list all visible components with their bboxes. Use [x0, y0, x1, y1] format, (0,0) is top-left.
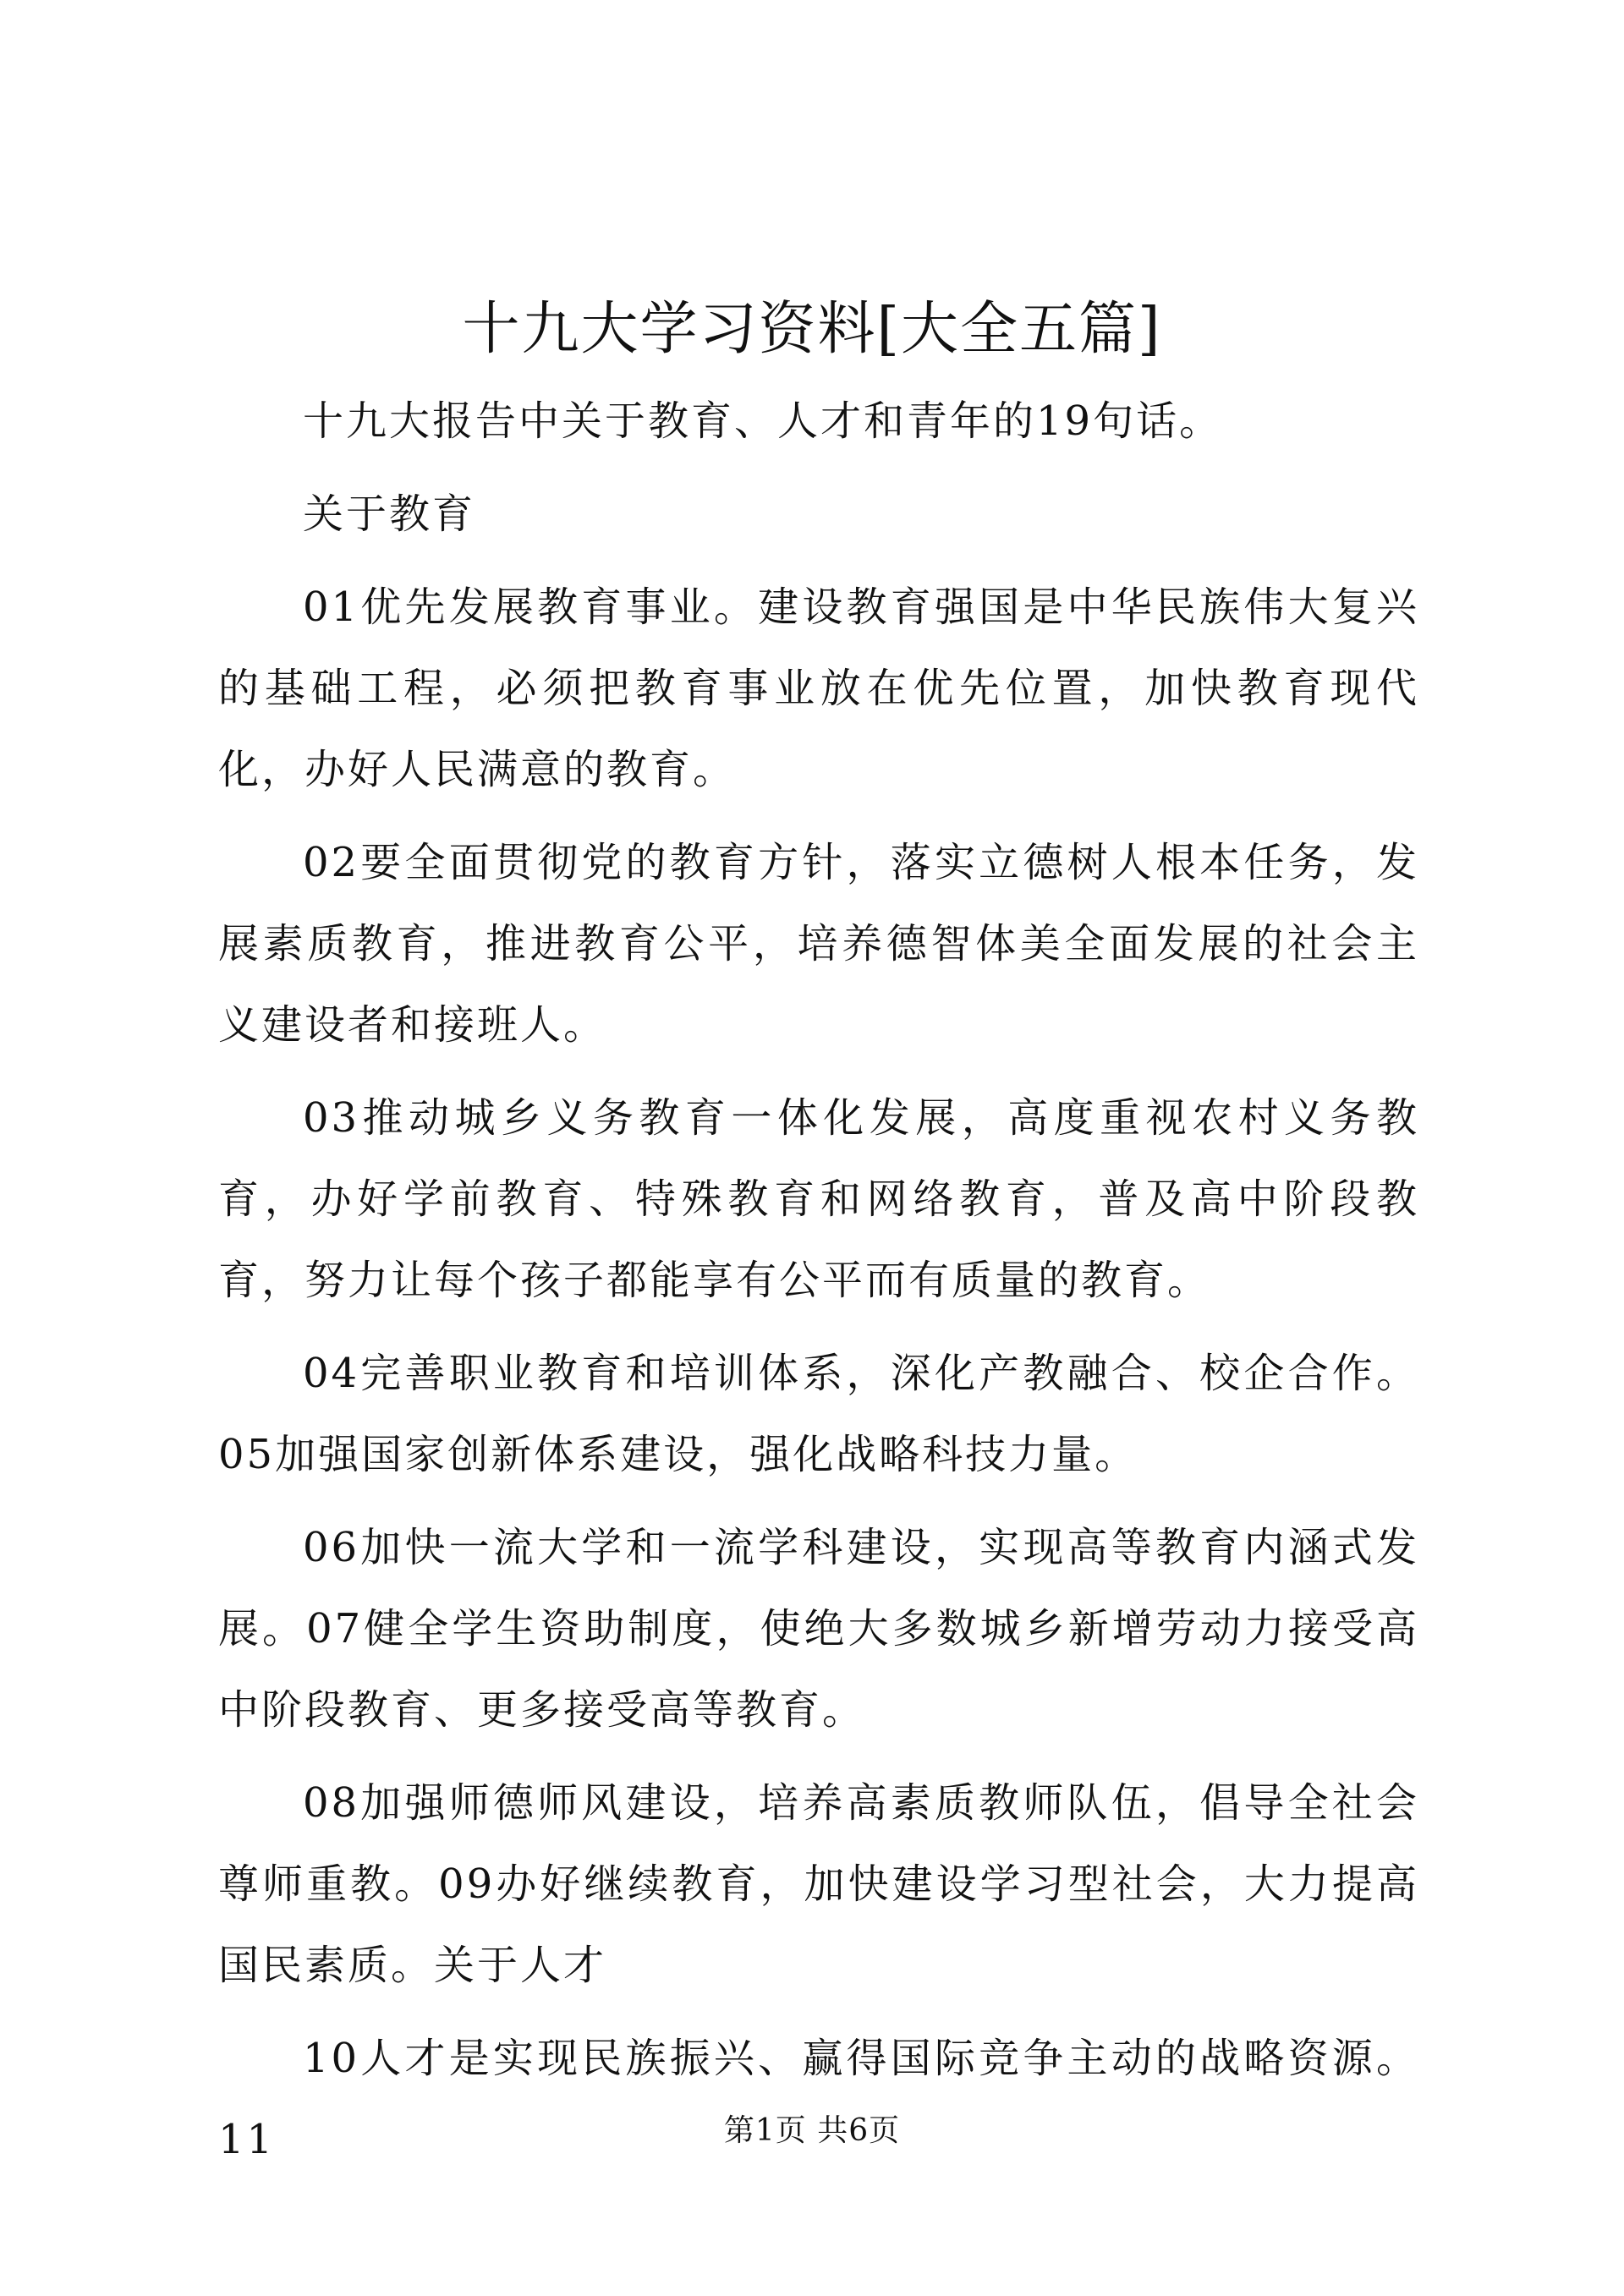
- document-body: [218, 381, 1419, 2192]
- paragraph-02: 02要全面贯彻党的教育方针，落实立德树人根本任务，发展素质教育，推进教育公平，培养德智体美全面发展的社会主义建设者和接班人。: [218, 839, 1419, 1049]
- paragraph-08-09: 08加强师德师风建设，培养高素质教师队伍，倡导全社会尊师重教。09办好继续教育，加快建设学习型社会，大力提高国民素质。关于人才: [218, 1779, 1419, 1989]
- paragraph-intro: 十九大报告中关于教育、人才和青年的19句话。: [303, 397, 1223, 445]
- paragraph-04-05: 04完善职业教育和培训体系，深化产教融合、校企合作。05加强国家创新体系建设，强化战略科技力量。: [218, 1350, 1419, 1478]
- paragraph-10-11: 10人才是实现民族振兴、赢得国际竞争主动的战略资源。11: [218, 2035, 1419, 2163]
- paragraph-01: 01优先发展教育事业。建设教育强国是中华民族伟大复兴的基础工程，必须把教育事业放在优先位置，加快教育现代化，办好人民满意的教育。: [218, 584, 1419, 793]
- paragraph-03: 03推动城乡义务教育一体化发展，高度重视农村义务教育，办好学前教育、特殊教育和网络教育，普及高中阶段教育，努力让每个孩子都能享有公平而有质量的教育。: [218, 1094, 1419, 1304]
- document-title: 十九大学习资料[大全五篇]: [462, 296, 1162, 363]
- section-heading-education: 关于教育: [303, 490, 476, 538]
- page-number-footer: 第1页 共6页: [723, 2113, 901, 2148]
- paragraph-06-07: 06加快一流大学和一流学科建设，实现高等教育内涵式发展。07健全学生资助制度，使绝大多数城乡新增劳动力接受高中阶段教育、更多接受高等教育。: [218, 1524, 1419, 1734]
